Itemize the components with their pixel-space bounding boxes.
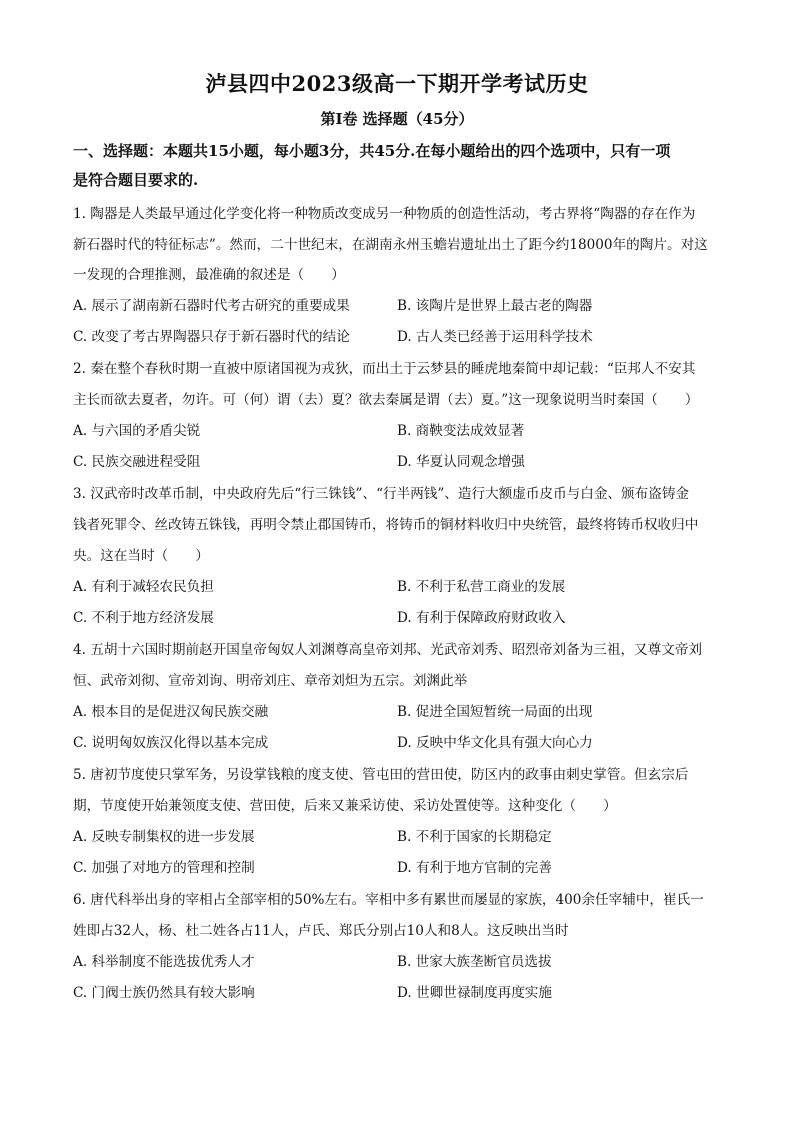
question-1-line-3: 一发现的合理推测，最准确的叙述是（ ） <box>73 267 345 283</box>
section-subtitle: 第Ⅰ卷 选择题（45分） <box>320 110 474 128</box>
question-1-option-a[interactable]: A. 展示了湖南新石器时代考古研究的重要成果 <box>73 298 350 314</box>
question-2-line-2: 主长而欲去夏者，勿许。可（何）谓（去）夏？欲去秦属是谓（去）夏。”这一现象说明当时秦国（ ） <box>73 392 699 408</box>
question-2-option-d[interactable]: D. 华夏认同观念增强 <box>397 454 525 470</box>
question-3-option-c[interactable]: C. 不利于地方经济发展 <box>73 610 214 626</box>
question-6-option-c[interactable]: C. 门阀士族仍然具有较大影响 <box>73 985 255 1001</box>
question-2-option-b[interactable]: B. 商鞅变法成效显著 <box>397 423 525 439</box>
question-6-option-b[interactable]: B. 世家大族垄断官员选拔 <box>397 954 552 970</box>
question-1-line-1: 1. 陶器是人类最早通过化学变化将一种物质改变成另一种物质的创造性活动，考古界将“陶器的存在作为 <box>73 206 696 222</box>
question-1-option-d[interactable]: D. 古人类已经善于运用科学技术 <box>397 329 593 345</box>
page-title: 泸县四中2023级高一下期开学考试历史 <box>205 71 589 96</box>
section-instruction-line2: 是符合题目要求的. <box>73 171 199 189</box>
section-instruction-line1: 一、选择题：本题共15小题，每小题3分，共45分.在每小题给出的四个选项中，只有一项 <box>73 142 671 160</box>
question-6-line-2: 姓即占32人，杨、杜二姓各占11人，卢氏、郑氏分别占10人和8人。这反映出当时 <box>73 923 569 939</box>
question-3-line-2: 钱者死罪令、丝改铸五铢钱，再明令禁止郡国铸币，将铸币的铜材料收归中央统管，最终将铸币权收归中 <box>73 517 699 533</box>
question-5-line-2: 期，节度使开始兼领度支使、营田使，后来又兼采访使、采访处置使等。这种变化（ ） <box>73 798 617 814</box>
question-5-option-b[interactable]: B. 不利于国家的长期稳定 <box>397 829 552 845</box>
question-5-option-a[interactable]: A. 反映专制集权的进一步发展 <box>73 829 255 845</box>
question-4-option-a[interactable]: A. 根本目的是促进汉匈民族交融 <box>73 704 269 720</box>
question-1-line-2: 新石器时代的特征标志”。然而，二十世纪末，在湖南永州玉蟾岩遗址出土了距今约18000年的陶片。对这 <box>73 237 708 253</box>
question-2-option-c[interactable]: C. 民族交融进程受阻 <box>73 454 201 470</box>
question-4-line-1: 4. 五胡十六国时期前赵开国皇帝匈奴人刘渊尊高皇帝刘邦、光武帝刘秀、昭烈帝刘备为三祖，又尊文帝刘 <box>73 642 703 658</box>
question-4-option-d[interactable]: D. 反映中华文化具有强大向心力 <box>397 735 593 751</box>
question-3-line-3: 央。这在当时（ ） <box>73 548 209 564</box>
question-4-line-2: 恒、武帝刘彻、宣帝刘询、明帝刘庄、章帝刘炟为五宗。刘渊此举 <box>73 673 468 689</box>
question-3-option-b[interactable]: B. 不利于私营工商业的发展 <box>397 579 566 595</box>
question-2-option-a[interactable]: A. 与六国的矛盾尖锐 <box>73 423 201 439</box>
question-5-option-c[interactable]: C. 加强了对地方的管理和控制 <box>73 860 255 876</box>
question-4-option-c[interactable]: C. 说明匈奴族汉化得以基本完成 <box>73 735 269 751</box>
question-1-option-b[interactable]: B. 该陶片是世界上最古老的陶器 <box>397 298 593 314</box>
question-6-option-d[interactable]: D. 世卿世禄制度再度实施 <box>397 985 552 1001</box>
question-3-line-1: 3. 汉武帝时改革币制，中央政府先后“行三铢钱”、“行半两钱”、造行大额虚币皮币与白金、颁布盗铸金 <box>73 486 690 502</box>
question-6-option-a[interactable]: A. 科举制度不能选拔优秀人才 <box>73 954 255 970</box>
question-5-line-1: 5. 唐初节度使只掌军务，另设掌钱粮的度支使、管屯田的营田使，防区内的政事由刺史掌管。但玄宗后 <box>73 767 689 783</box>
question-3-option-a[interactable]: A. 有利于减轻农民负担 <box>73 579 214 595</box>
question-1-option-c[interactable]: C. 改变了考古界陶器只存于新石器时代的结论 <box>73 329 350 345</box>
question-2-line-1: 2. 秦在整个春秋时期一直被中原诸国视为戎狄，而出土于云梦县的睡虎地秦简中却记载：“臣邦人不安其 <box>73 361 696 377</box>
question-5-option-d[interactable]: D. 有利于地方官制的完善 <box>397 860 552 876</box>
question-3-option-d[interactable]: D. 有利于保障政府财政收入 <box>397 610 566 626</box>
question-4-option-b[interactable]: B. 促进全国短暂统一局面的出现 <box>397 704 593 720</box>
question-6-line-1: 6. 唐代科举出身的宰相占全部宰相的50%左右。宰相中多有累世而屡显的家族，400余任宰辅中，崔氏一 <box>73 892 704 908</box>
